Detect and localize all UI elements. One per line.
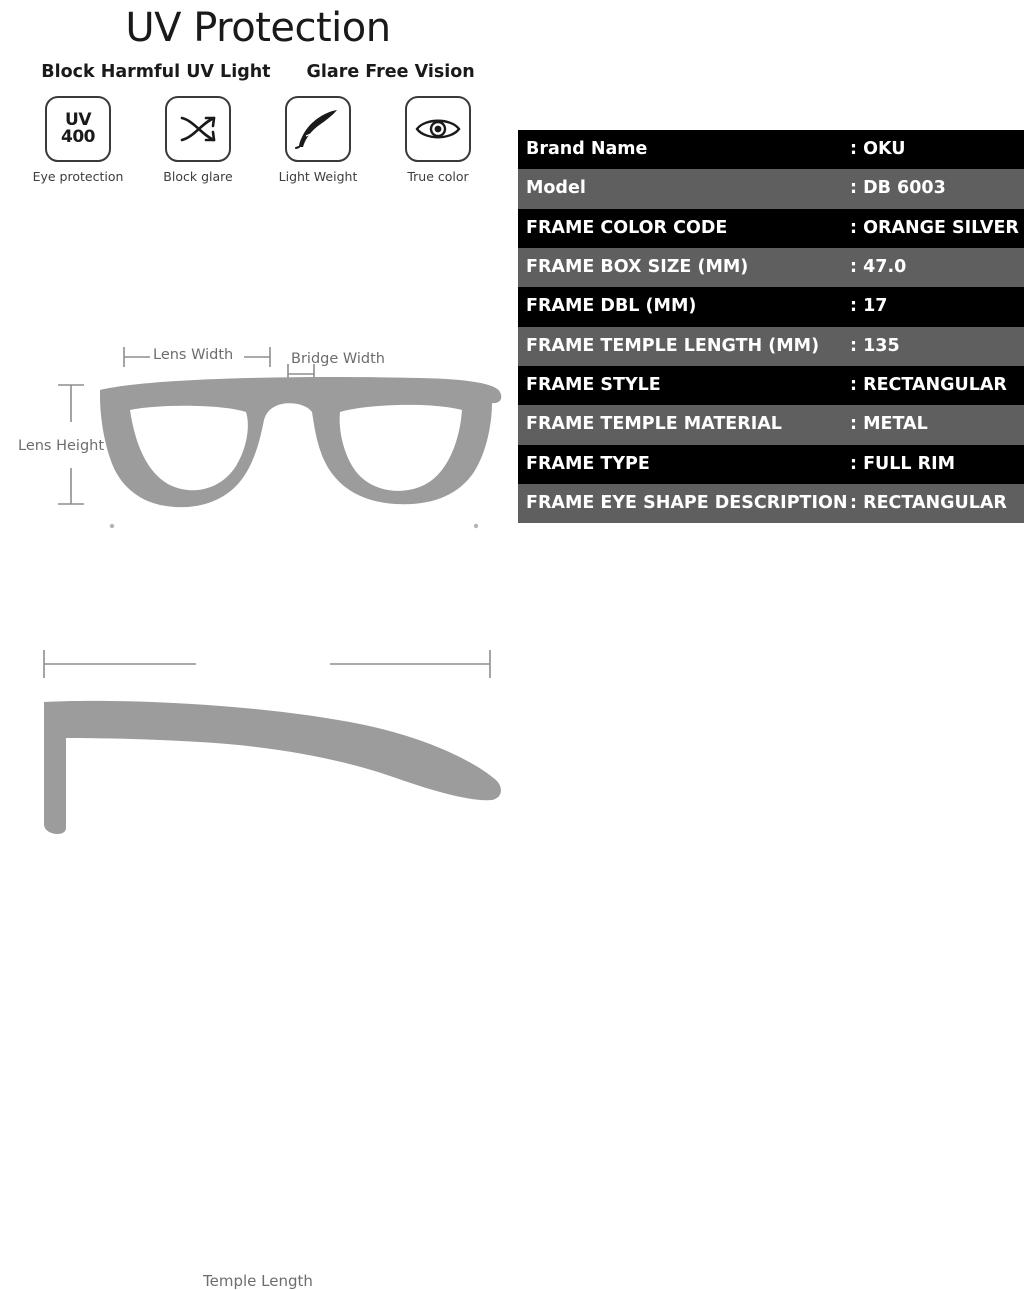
feather-light-weight-icon bbox=[285, 96, 351, 162]
table-row bbox=[518, 248, 1024, 287]
uv400-icon bbox=[45, 96, 111, 162]
label-lens-width: Lens Width bbox=[153, 347, 234, 363]
table-row bbox=[518, 366, 1024, 405]
spec-label: FRAME EYE SHAPE DESCRIPTION bbox=[518, 484, 848, 523]
frame-front-measurement-diagram bbox=[0, 300, 516, 550]
specification-table-body bbox=[518, 130, 1024, 523]
label-lens-height: Lens Height bbox=[18, 438, 105, 454]
feature-caption-block-glare: Block glare bbox=[163, 169, 233, 184]
table-row bbox=[518, 405, 1024, 444]
block-glare-icon bbox=[165, 96, 231, 162]
uv400-line2: 400 bbox=[61, 127, 95, 147]
uv-protection-title: UV Protection bbox=[125, 5, 391, 51]
spec-label: FRAME BOX SIZE (MM) bbox=[518, 248, 848, 287]
feature-true-color bbox=[392, 96, 484, 184]
frame-front-shape bbox=[100, 377, 501, 528]
table-row bbox=[518, 287, 1024, 326]
spec-label: FRAME TEMPLE MATERIAL bbox=[518, 405, 848, 444]
spec-value: : OKU bbox=[848, 130, 1024, 169]
spec-label: FRAME DBL (MM) bbox=[518, 287, 848, 326]
frame-front-svg bbox=[0, 300, 516, 550]
spec-value: : RECTANGULAR bbox=[848, 484, 1024, 523]
spec-value: : FULL RIM bbox=[848, 445, 1024, 484]
feature-block-glare bbox=[152, 96, 244, 184]
uv-subtitle-glare-free: Glare Free Vision bbox=[306, 62, 475, 82]
uv-subtitle-block-uv: Block Harmful UV Light bbox=[41, 62, 271, 82]
uv-protection-subtitles bbox=[0, 62, 516, 82]
specification-table bbox=[518, 130, 1024, 523]
feature-caption-eye-protection: Eye protection bbox=[32, 169, 124, 184]
temple-arm-shape bbox=[44, 701, 501, 834]
spec-value: : 135 bbox=[848, 327, 1024, 366]
crossing-arrows-glyph bbox=[176, 109, 220, 149]
table-row bbox=[518, 327, 1024, 366]
feature-caption-light-weight: Light Weight bbox=[278, 169, 358, 184]
spec-value: : DB 6003 bbox=[848, 169, 1024, 208]
label-temple-length: Temple Length bbox=[203, 1272, 313, 1290]
spec-value: : 47.0 bbox=[848, 248, 1024, 287]
spec-value: : RECTANGULAR bbox=[848, 366, 1024, 405]
feature-caption-true-color: True color bbox=[407, 169, 469, 184]
uv400-line1: UV bbox=[65, 110, 91, 130]
spec-label: FRAME TEMPLE LENGTH (MM) bbox=[518, 327, 848, 366]
spec-label: FRAME TYPE bbox=[518, 445, 848, 484]
spec-label: FRAME STYLE bbox=[518, 366, 848, 405]
eye-glyph bbox=[414, 113, 462, 145]
table-row bbox=[518, 130, 1024, 169]
feature-eye-protection bbox=[32, 96, 124, 184]
feather-glyph bbox=[294, 107, 342, 151]
temple-length-diagram bbox=[0, 620, 516, 1290]
table-row bbox=[518, 169, 1024, 208]
table-row bbox=[518, 209, 1024, 248]
uv-feature-icons bbox=[0, 96, 516, 184]
table-row bbox=[518, 484, 1024, 523]
temple-svg bbox=[0, 620, 516, 850]
spec-value: : METAL bbox=[848, 405, 1024, 444]
spec-value: : ORANGE SILVER bbox=[848, 209, 1024, 248]
spec-label: FRAME COLOR CODE bbox=[518, 209, 848, 248]
feature-light-weight bbox=[272, 96, 364, 184]
uv-protection-block bbox=[0, 0, 516, 215]
spec-label: Model bbox=[518, 169, 848, 208]
temple-length-arrow bbox=[44, 650, 490, 678]
spec-value: : 17 bbox=[848, 287, 1024, 326]
table-row bbox=[518, 445, 1024, 484]
eye-true-color-icon bbox=[405, 96, 471, 162]
spec-label: Brand Name bbox=[518, 130, 848, 169]
label-bridge-width: Bridge Width bbox=[291, 351, 386, 367]
